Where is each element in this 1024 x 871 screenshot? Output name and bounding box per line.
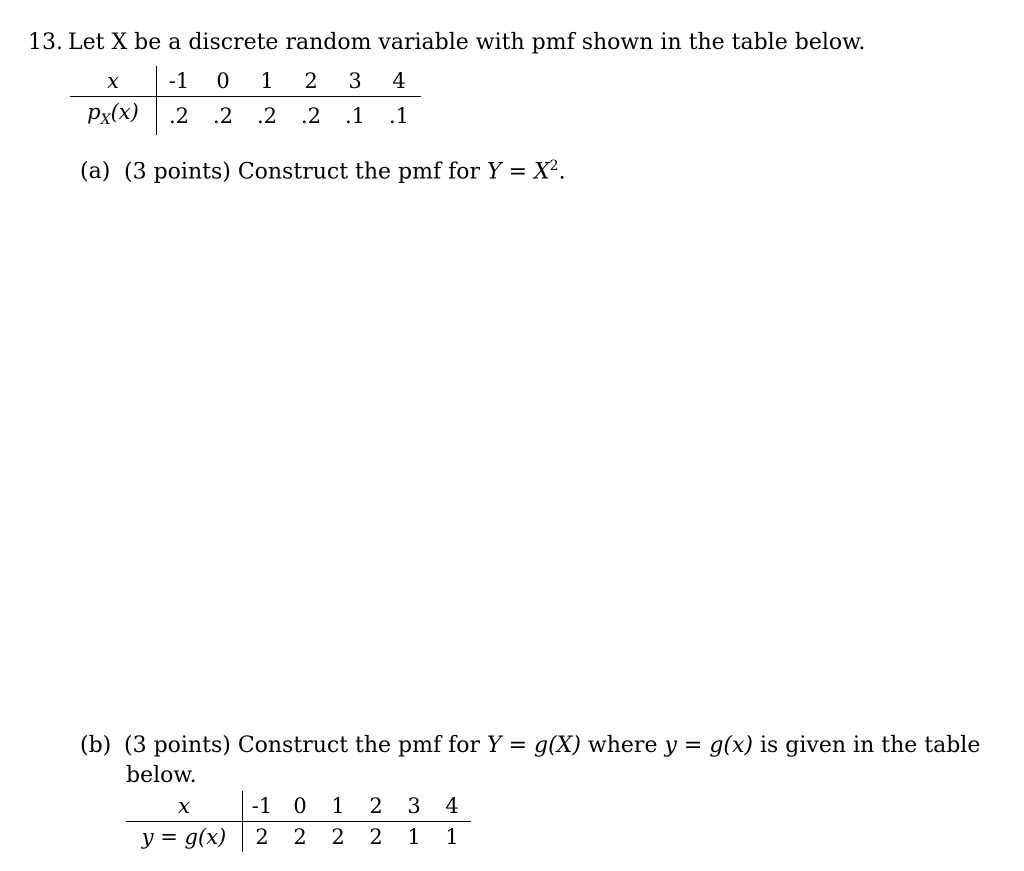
g-value: 2: [255, 825, 269, 849]
x-value: 3: [333, 66, 377, 97]
g-value: 2: [293, 825, 307, 849]
g-value: 2: [331, 825, 345, 849]
x-value: 0: [281, 791, 319, 822]
part-b-text: (3 points) Construct the pmf for: [124, 733, 488, 758]
part-a: (a) (3 points) Construct the pmf for $Y = X^2$.: [80, 158, 566, 185]
p-value: .2: [168, 104, 190, 129]
p-value: .1: [344, 104, 366, 129]
x-value: 4: [377, 66, 421, 97]
p-value: .2: [212, 104, 234, 129]
p-value: .1: [388, 104, 410, 129]
problem-number: 13.: [28, 30, 63, 55]
part-b: (b) (3 points) Construct the pmf for Y = g(X) where y = g(x) is given in the table: [80, 733, 981, 758]
part-b-label: (b): [80, 733, 112, 758]
x-value: 1: [245, 66, 289, 97]
x-value: 3: [395, 791, 433, 822]
x-value: 2: [289, 66, 333, 97]
x-value: 1: [319, 791, 357, 822]
problem-statement: [28, 30, 865, 55]
table-row: [70, 66, 421, 97]
x-value: -1: [243, 791, 282, 822]
row-label-x: x: [126, 791, 243, 822]
p-value: .2: [300, 104, 322, 129]
row-label-px: $p_X(x)$: [70, 97, 157, 136]
x-value: 0: [201, 66, 245, 97]
g-value: 2: [369, 825, 383, 849]
x-value: -1: [157, 66, 202, 97]
table-row: [126, 791, 471, 822]
problem-text: Let X be a discrete random variable with pmf shown in the table below.: [68, 30, 866, 55]
g-value: 1: [407, 825, 421, 849]
x-value: 4: [433, 791, 471, 822]
row-label-gx: y = g(x): [126, 822, 243, 853]
table-row: [70, 97, 421, 136]
x-value: 2: [357, 791, 395, 822]
table-row: [126, 822, 471, 853]
g-value: 1: [445, 825, 459, 849]
mapping-table-g: [126, 791, 471, 852]
pmf-table-x: [70, 66, 421, 135]
p-value: .2: [256, 104, 278, 129]
part-a-text: (3 points) Construct the pmf for: [124, 159, 488, 185]
row-label-x: x: [70, 66, 157, 97]
part-a-label: (a): [80, 159, 111, 185]
part-b-line2: below.: [126, 763, 197, 788]
